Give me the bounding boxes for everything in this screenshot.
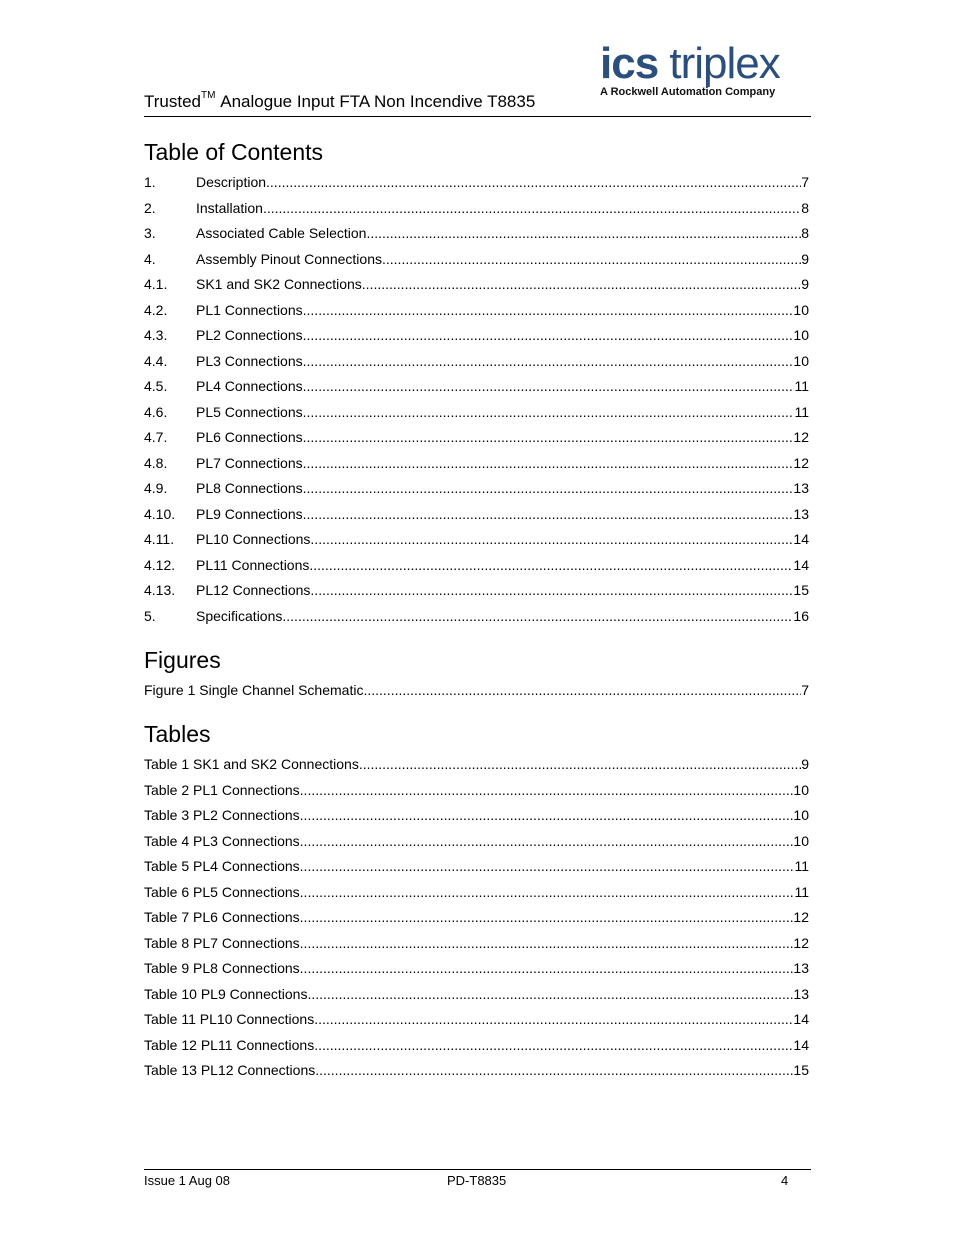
dot-leader bbox=[300, 909, 794, 925]
entry-label: Table 5 PL4 Connections bbox=[144, 858, 300, 875]
dot-leader bbox=[309, 557, 793, 573]
dot-leader bbox=[315, 1062, 793, 1078]
entry-number: 4.8. bbox=[144, 454, 168, 471]
entry-label: PL2 Connections bbox=[196, 327, 303, 344]
toc-entry[interactable] bbox=[144, 756, 809, 774]
toc-entry[interactable] bbox=[144, 582, 809, 600]
entry-page-number: 10 bbox=[793, 781, 809, 798]
toc-entry[interactable] bbox=[144, 404, 809, 422]
entry-number: 4.7. bbox=[144, 429, 168, 446]
dot-leader bbox=[382, 251, 801, 267]
title-rest: Analogue Input FTA Non Incendive T8835 bbox=[216, 92, 536, 111]
toc-entry[interactable] bbox=[144, 1062, 809, 1080]
toc-heading: Table of Contents bbox=[144, 139, 324, 165]
toc-entry[interactable] bbox=[144, 174, 809, 192]
entry-number: 4.2. bbox=[144, 301, 168, 318]
toc-entry[interactable] bbox=[144, 1037, 809, 1055]
entry-label: Table 11 PL10 Connections bbox=[144, 1011, 315, 1028]
dot-leader bbox=[303, 327, 794, 343]
entry-page-number: 14 bbox=[793, 531, 809, 548]
dot-leader bbox=[263, 200, 801, 216]
dot-leader bbox=[303, 378, 795, 394]
toc-entry[interactable] bbox=[144, 327, 809, 345]
dot-leader bbox=[300, 884, 795, 900]
entry-page-number: 10 bbox=[793, 832, 809, 849]
entry-label: PL9 Connections bbox=[196, 505, 303, 522]
logo-wordmark bbox=[600, 40, 812, 88]
dot-leader bbox=[303, 429, 794, 445]
entry-label: Table 3 PL2 Connections bbox=[144, 807, 300, 824]
dot-leader bbox=[300, 960, 794, 976]
entry-page-number: 11 bbox=[794, 403, 809, 420]
dot-leader bbox=[300, 782, 794, 798]
toc-entry[interactable] bbox=[144, 608, 809, 626]
entry-label: PL11 Connections bbox=[196, 556, 310, 573]
entry-page-number: 15 bbox=[793, 1062, 809, 1079]
toc-entry[interactable] bbox=[144, 251, 809, 269]
entry-number: 5. bbox=[144, 608, 156, 624]
entry-page-number: 7 bbox=[801, 682, 809, 698]
footer-divider bbox=[144, 1169, 811, 1170]
entry-page-number: 10 bbox=[793, 352, 809, 369]
toc-entry[interactable] bbox=[144, 378, 809, 396]
dot-leader bbox=[303, 404, 795, 420]
document-title bbox=[144, 90, 535, 112]
dot-leader bbox=[359, 756, 801, 772]
entry-number: 4.5. bbox=[144, 378, 168, 395]
entry-label: Table 8 PL7 Connections bbox=[144, 934, 300, 951]
dot-leader bbox=[266, 174, 801, 190]
dot-leader bbox=[303, 302, 794, 318]
entry-page-number: 10 bbox=[793, 301, 809, 318]
footer-issue: Issue 1 Aug 08 bbox=[144, 1173, 231, 1188]
figures-heading: Figures bbox=[144, 647, 221, 673]
company-logo bbox=[600, 40, 812, 98]
entry-label: PL8 Connections bbox=[196, 480, 303, 497]
toc-entry[interactable] bbox=[144, 833, 809, 851]
entry-page-number: 15 bbox=[793, 582, 809, 599]
header-divider bbox=[144, 116, 811, 117]
toc-entry[interactable] bbox=[144, 1011, 809, 1029]
toc-entry[interactable] bbox=[144, 858, 809, 876]
dot-leader bbox=[314, 1037, 793, 1053]
dot-leader bbox=[300, 807, 794, 823]
dot-leader bbox=[303, 353, 794, 369]
entry-label: Table 7 PL6 Connections bbox=[144, 909, 300, 926]
entry-page-number: 8 bbox=[801, 199, 809, 216]
entry-number: 4.11. bbox=[144, 531, 175, 548]
entry-number: 4. bbox=[144, 250, 156, 267]
entry-label: Table 1 SK1 and SK2 Connections bbox=[144, 756, 359, 772]
entry-page-number: 16 bbox=[793, 608, 809, 624]
entry-label: PL1 Connections bbox=[196, 301, 303, 318]
entry-number: 4.4. bbox=[144, 352, 168, 369]
toc-entry[interactable] bbox=[144, 531, 809, 549]
entry-number: 4.9. bbox=[144, 480, 168, 497]
entry-page-number: 13 bbox=[793, 480, 809, 497]
entry-label: Specifications bbox=[196, 608, 283, 624]
entry-page-number: 12 bbox=[793, 909, 809, 926]
entry-page-number: 11 bbox=[794, 378, 809, 395]
tables-heading: Tables bbox=[144, 721, 211, 747]
entry-page-number: 14 bbox=[793, 556, 809, 573]
footer-page-number: 4 bbox=[781, 1173, 789, 1188]
entry-page-number: 11 bbox=[794, 858, 809, 875]
dot-leader bbox=[282, 608, 793, 624]
entry-label: Table 4 PL3 Connections bbox=[144, 832, 300, 849]
entry-label: Description bbox=[196, 174, 267, 190]
dot-leader bbox=[303, 506, 794, 522]
entry-number: 4.3. bbox=[144, 327, 168, 344]
entry-page-number: 13 bbox=[793, 960, 809, 977]
dot-leader bbox=[362, 276, 801, 292]
toc-entry[interactable] bbox=[144, 557, 809, 575]
entry-page-number: 8 bbox=[801, 225, 809, 242]
dot-leader bbox=[303, 480, 794, 496]
entry-page-number: 12 bbox=[793, 454, 809, 471]
dot-leader bbox=[303, 455, 794, 471]
entry-page-number: 14 bbox=[793, 1036, 809, 1053]
toc-entry[interactable] bbox=[144, 986, 809, 1004]
toc-entry[interactable] bbox=[144, 302, 809, 320]
entry-page-number: 12 bbox=[793, 429, 809, 446]
toc-entry[interactable] bbox=[144, 506, 809, 524]
trademark-superscript: TM bbox=[201, 90, 216, 101]
entry-label: PL3 Connections bbox=[196, 352, 303, 369]
entry-page-number: 12 bbox=[793, 934, 809, 951]
toc-entry[interactable] bbox=[144, 429, 809, 447]
entry-page-number: 9 bbox=[801, 250, 809, 267]
entry-page-number: 11 bbox=[794, 883, 809, 900]
entry-label: PL6 Connections bbox=[196, 429, 303, 446]
dot-leader bbox=[314, 1011, 793, 1027]
toc-entry[interactable] bbox=[144, 935, 809, 953]
toc-entry[interactable] bbox=[144, 909, 809, 927]
entry-label: PL12 Connections bbox=[196, 582, 311, 599]
toc-entry[interactable] bbox=[144, 276, 809, 294]
dot-leader bbox=[366, 225, 801, 241]
entry-label: Table 13 PL12 Connections bbox=[144, 1062, 316, 1079]
entry-number: 4.13. bbox=[144, 582, 176, 599]
footer-doc-id: PD-T8835 bbox=[447, 1173, 507, 1188]
entry-label: Assembly Pinout Connections bbox=[196, 250, 382, 267]
entry-page-number: 9 bbox=[801, 756, 809, 772]
entry-number: 4.1. bbox=[144, 276, 168, 293]
entry-label: Table 2 PL1 Connections bbox=[144, 781, 300, 798]
entry-page-number: 10 bbox=[793, 807, 809, 824]
toc-entry[interactable] bbox=[144, 960, 809, 978]
entry-page-number: 13 bbox=[793, 505, 809, 522]
toc-entry[interactable] bbox=[144, 455, 809, 473]
entry-number: 3. bbox=[144, 225, 156, 242]
entry-number: 4.6. bbox=[144, 403, 168, 420]
dot-leader bbox=[300, 935, 794, 951]
toc-entry[interactable] bbox=[144, 200, 809, 218]
toc-entry[interactable] bbox=[144, 782, 809, 800]
entry-page-number: 10 bbox=[793, 327, 809, 344]
toc-entry[interactable] bbox=[144, 353, 809, 371]
dot-leader bbox=[300, 858, 795, 874]
title-prefix: Trusted bbox=[144, 92, 202, 111]
dot-leader bbox=[363, 682, 801, 698]
entry-label: Installation bbox=[196, 199, 263, 216]
toc-entry[interactable] bbox=[144, 884, 809, 902]
entry-label: PL7 Connections bbox=[196, 454, 303, 471]
toc-entry[interactable] bbox=[144, 480, 809, 498]
entry-label: Table 9 PL8 Connections bbox=[144, 960, 300, 977]
entry-label: Table 10 PL9 Connections bbox=[144, 985, 308, 1002]
logo-tagline: A Rockwell Automation Company bbox=[600, 86, 776, 98]
entry-label: Associated Cable Selection bbox=[196, 225, 367, 242]
entry-page-number: 7 bbox=[801, 174, 809, 190]
toc-entry[interactable] bbox=[144, 225, 809, 243]
entry-page-number: 9 bbox=[801, 276, 809, 293]
toc-entry[interactable] bbox=[144, 682, 809, 700]
entry-label: Figure 1 Single Channel Schematic bbox=[144, 682, 364, 698]
entry-label: PL10 Connections bbox=[196, 531, 311, 548]
entry-number: 4.12. bbox=[144, 556, 176, 573]
entry-page-number: 14 bbox=[793, 1011, 809, 1028]
entry-number: 2. bbox=[144, 199, 156, 216]
entry-number: 4.10. bbox=[144, 505, 176, 522]
logo-wordmark-bold: ics bbox=[600, 39, 659, 88]
entry-label: Table 6 PL5 Connections bbox=[144, 883, 300, 900]
dot-leader bbox=[300, 833, 794, 849]
entry-label: PL5 Connections bbox=[196, 403, 303, 420]
logo-wordmark-light: triplex bbox=[669, 39, 780, 88]
entry-label: SK1 and SK2 Connections bbox=[196, 276, 362, 293]
entry-page-number: 13 bbox=[793, 985, 809, 1002]
dot-leader bbox=[307, 986, 793, 1002]
dot-leader bbox=[310, 582, 793, 598]
entry-number: 1. bbox=[144, 174, 156, 190]
toc-entry[interactable] bbox=[144, 807, 809, 825]
entry-label: PL4 Connections bbox=[196, 378, 303, 395]
dot-leader bbox=[310, 531, 793, 547]
entry-label: Table 12 PL11 Connections bbox=[144, 1036, 315, 1053]
